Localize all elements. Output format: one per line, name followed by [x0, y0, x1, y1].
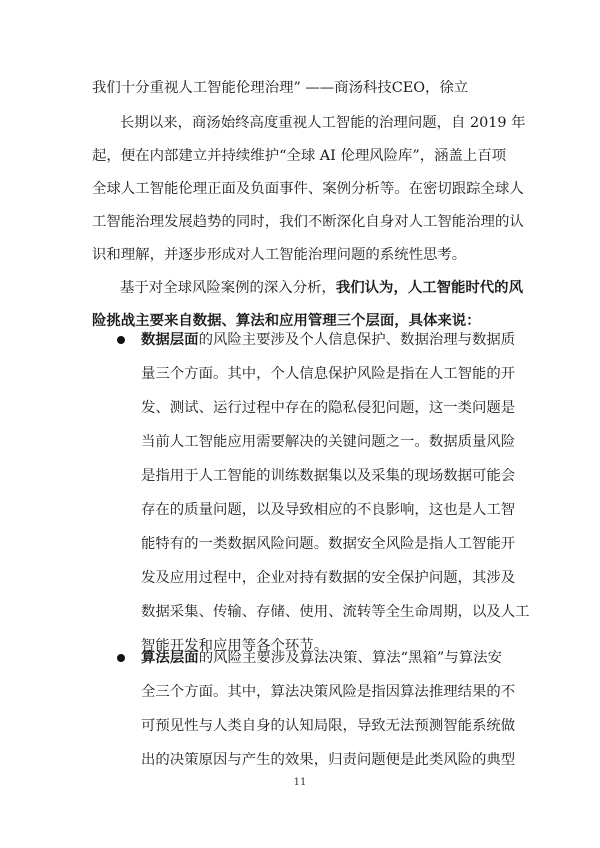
bullet-data-line: 是指用于人工智能的训练数据集以及采集的现场数据可能会: [141, 468, 516, 484]
bullet-data-line: 能特有的一类数据风险问题。数据安全风险是指人工智能开: [141, 536, 516, 552]
page-number: 11: [293, 777, 307, 788]
bullet-data-line: 智能开发和应用等各个环节。: [141, 638, 329, 654]
para1-line: 工智能治理发展趋势的同时，我们不断深化自身对人工智能治理的认: [92, 214, 524, 230]
bullet-data-line: 存在的质量问题，以及导致相应的不良影响，这也是人工智: [141, 502, 516, 518]
bullet-data-first-line: [141, 330, 516, 350]
bullet-algo-first-line: [141, 648, 502, 668]
bullet-algo-line: 出的决策原因与产生的效果，归责问题便是此类风险的典型: [141, 752, 516, 768]
para2-bold: 我们认为，人工智能时代的风: [335, 279, 523, 296]
para2-line: [120, 278, 523, 298]
bullet-data-line: 发、测试、运行过程中存在的隐私侵犯问题，这一类问题是: [141, 400, 516, 416]
bullet-algo-line: 全三个方面。其中，算法决策风险是指因算法推理结果的不: [141, 684, 516, 700]
bullet-data-first-rest: 的风险主要涉及个人信息保护、数据治理与数据质: [198, 332, 516, 348]
bullet-data-line: 当前人工智能应用需要解决的关键问题之一。数据质量风险: [141, 434, 516, 450]
bullet-icon: [117, 336, 125, 344]
bullet-algo-first-rest: 的风险主要涉及算法决策、算法“黑箱”与算法安: [198, 650, 502, 666]
bullet-icon: [117, 654, 125, 662]
para1-line: 长期以来，商汤始终高度重视人工智能的治理问题，自 2019 年: [120, 115, 526, 131]
bullet-algo-term: 算法层面: [141, 649, 199, 666]
bullet-data-line: 量三个方面。其中，个人信息保护风险是指在人工智能的开: [141, 366, 516, 382]
quote-line: 我们十分重视人工智能伦理治理” ——商汤科技CEO，徐立: [92, 80, 469, 96]
para1-line: 全球人工智能伦理正面及负面事件、案例分析等。在密切跟踪全球人: [92, 181, 524, 197]
para2-line: 险挑战主要来自数据、算法和应用管理三个层面，具体来说：: [92, 312, 481, 329]
bullet-data-line: 数据采集、传输、存储、使用、流转等全生命周期，以及人工: [141, 604, 530, 620]
para1-line: 识和理解，并逐步形成对人工智能治理问题的系统性思考。: [92, 247, 467, 263]
para1-line: 起，便在内部建立并持续维护“全球 AI 伦理风险库”，涵盖上百项: [92, 148, 507, 164]
para2-plain: 基于对全球风险案例的深入分析，: [120, 280, 336, 296]
bullet-algo-line: 可预见性与人类自身的认知局限，导致无法预测智能系统做: [141, 718, 516, 734]
bullet-data-line: 发及应用过程中，企业对持有数据的安全保护问题，其涉及: [141, 570, 516, 586]
bullet-data-term: 数据层面: [141, 331, 199, 348]
